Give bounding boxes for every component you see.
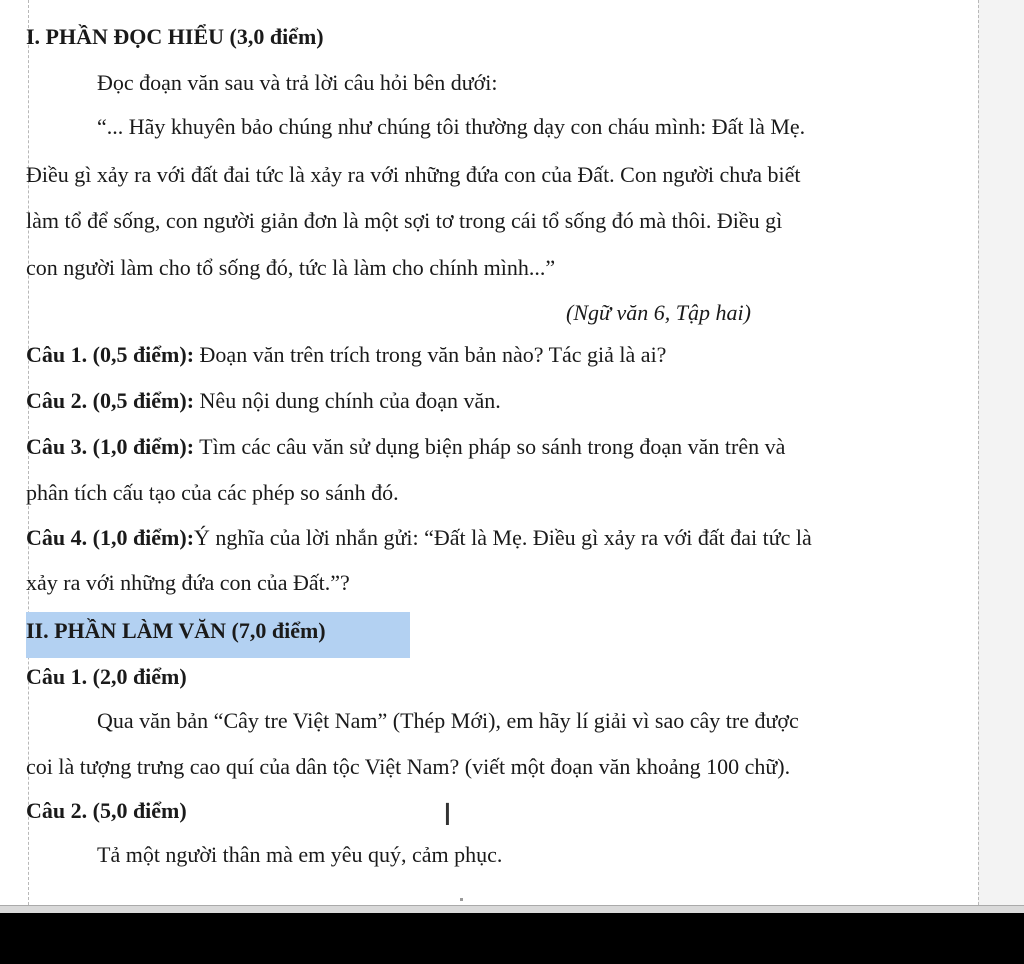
question-4 — [26, 525, 812, 551]
right-margin-guide — [978, 0, 979, 905]
question-3-continuation: phân tích cấu tạo của các phép so sánh đó. — [26, 480, 399, 505]
quote-line-3: làm tổ để sống, con người giản đơn là một sợi tơ trong cái tổ sống đó mà thôi. Điều gì — [26, 208, 783, 233]
question-3-label: Câu 3. (1,0 điểm): — [26, 434, 195, 459]
text-cursor-icon: I — [443, 798, 452, 833]
essay-question-1-line-1: Qua văn bản “Cây tre Việt Nam” (Thép Mới), em hãy lí giải vì sao cây tre được — [97, 708, 799, 733]
question-4-continuation: xảy ra với những đứa con của Đất.”? — [26, 570, 350, 595]
quote-line-1: “... Hãy khuyên bảo chúng như chúng tôi thường dạy con cháu mình: Đất là Mẹ. — [97, 114, 806, 139]
essay-question-1-line-2: coi là tượng trưng cao quí của dân tộc Việt Nam? (viết một đoạn văn khoảng 100 chữ). — [26, 754, 791, 779]
page-marker — [460, 898, 463, 901]
question-3 — [26, 434, 785, 460]
quote-line-2: Điều gì xảy ra với đất đai tức là xảy ra với những đứa con của Đất. Con người chưa biết — [26, 162, 801, 187]
section2-heading[interactable]: II. PHẦN LÀM VĂN (7,0 điểm) — [26, 618, 326, 643]
essay-question-2-label: Câu 2. (5,0 điểm) — [26, 798, 187, 823]
question-1-label: Câu 1. (0,5 điểm): — [26, 342, 195, 367]
question-2 — [26, 388, 501, 414]
essay-question-1-label: Câu 1. (2,0 điểm) — [26, 664, 187, 689]
quote-line-4: con người làm cho tổ sống đó, tức là làm cho chính mình...” — [26, 255, 556, 280]
question-2-text: Nêu nội dung chính của đoạn văn. — [194, 388, 501, 413]
right-gutter — [978, 0, 1024, 905]
section1-heading: I. PHẦN ĐỌC HIỂU (3,0 điểm) — [26, 24, 324, 49]
question-1 — [26, 342, 666, 368]
essay-question-2-text: Tả một người thân mà em yêu quý, cảm phục. — [97, 842, 503, 867]
source-citation: (Ngữ văn 6, Tập hai) — [566, 300, 751, 325]
question-4-label: Câu 4. (1,0 điểm): — [26, 525, 195, 550]
question-4-text: Ý nghĩa của lời nhắn gửi: “Đất là Mẹ. Điều gì xảy ra với đất đai tức là — [194, 525, 812, 550]
question-2-label: Câu 2. (0,5 điểm): — [26, 388, 195, 413]
question-1-text: Đoạn văn trên trích trong văn bản nào? Tác giả là ai? — [194, 342, 667, 367]
question-3-text: Tìm các câu văn sử dụng biện pháp so sánh trong đoạn văn trên và — [194, 434, 786, 459]
screen-bottom-area — [0, 913, 1024, 964]
instruction-text: Đọc đoạn văn sau và trả lời câu hỏi bên dưới: — [97, 70, 498, 95]
